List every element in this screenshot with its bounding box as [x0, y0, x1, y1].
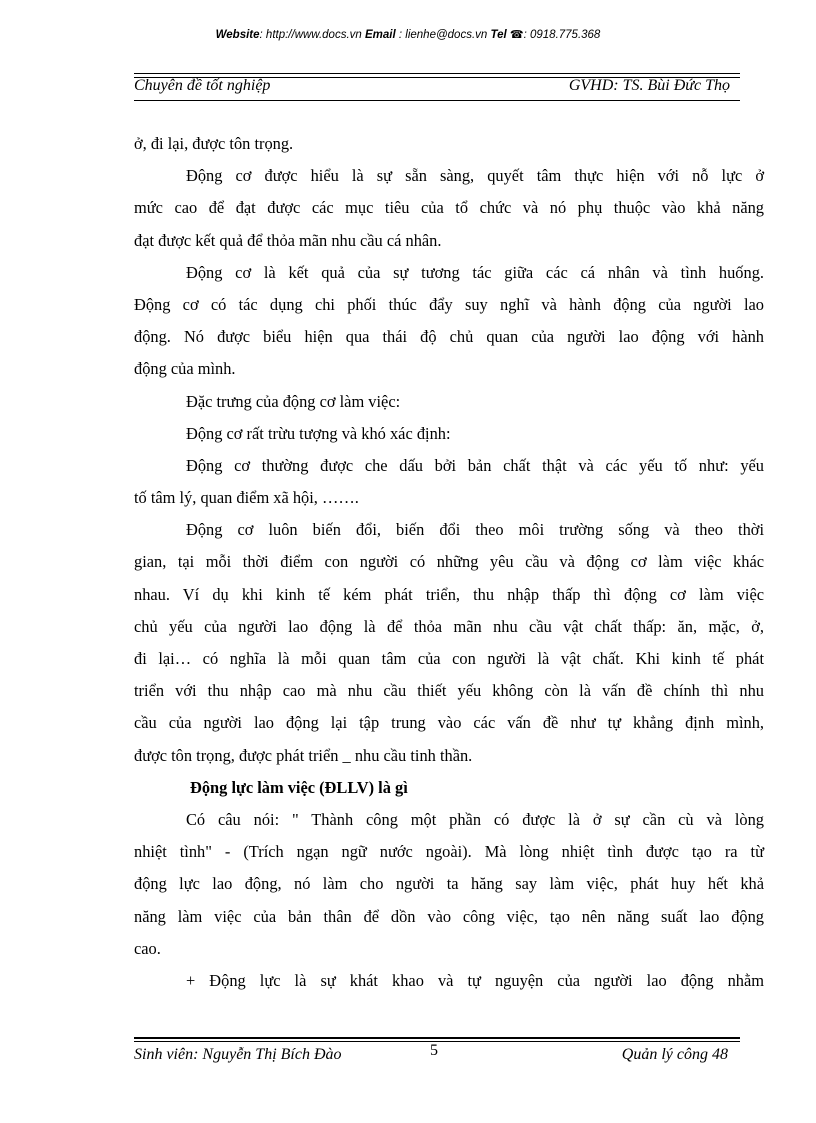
text-line: ở, đi lại, được tôn trọng.	[134, 134, 294, 153]
text-line: được tôn trọng, được phát triển _ nhu cầu tinh thần.	[134, 745, 473, 765]
text-line: đi lại… có nghĩa là mỗi quan tâm của con người là vật chất. Khi kinh tế phát	[134, 649, 764, 668]
text-line: đạt được kết quả để thỏa mãn nhu cầu cá nhân.	[134, 230, 442, 250]
running-footer	[134, 1042, 740, 1070]
text-line: + Động lực là sự khát khao và tự nguyện của người lao động nhằm	[186, 970, 764, 990]
text-line: động của mình.	[134, 359, 236, 379]
website-label: Website	[215, 29, 260, 41]
text-line: Động cơ có tác dụng chi phối thúc đẩy suy nghĩ và hành động của người lao	[134, 294, 764, 314]
email-value: : lienhe@docs.vn	[398, 29, 488, 41]
page-number: 5	[430, 1042, 438, 1059]
text-line: triển với thu nhập cao mà nhu cầu thiết yếu không còn là vấn đề chính thì nhu	[134, 681, 764, 701]
text-line: động lực lao động, nó làm cho người ta hăng say làm việc, phát huy hết khả	[134, 874, 764, 894]
text-line: Động cơ là kết quả của sự tương tác giữa các cá nhân và tình huống.	[186, 262, 764, 282]
text-line: mức cao để đạt được các mục tiêu của tổ chức và nó phụ thuộc vào khả năng	[134, 198, 764, 218]
section-heading: Động lực làm việc (ĐLLV) là gì	[190, 777, 408, 797]
header-supervisor: GVHD: TS. Bùi Đức Thọ	[568, 77, 730, 94]
text-line: Đặc trưng của động cơ làm việc:	[186, 391, 401, 411]
footer-student-name: Sinh viên: Nguyễn Thị Bích Đào	[134, 1046, 342, 1063]
running-header	[134, 77, 740, 101]
header-rule-bottom	[134, 100, 740, 101]
text-line: nhau. Ví dụ khi kinh tế kém phát triển, thu nhập thấp thì động cơ làm việc	[134, 584, 764, 604]
text-line: động. Nó được biểu hiện qua thái độ chủ quan của người lao động với hành	[134, 327, 764, 347]
header-rule-top	[134, 73, 740, 74]
text-line: gian, tại mỗi thời điểm con người có những yêu cầu và động cơ làm việc khác	[134, 552, 764, 572]
website-value: : http://www.docs.vn	[259, 29, 362, 41]
text-line: nhiệt tình" - (Trích ngạn ngữ nước ngoài). Mà lòng nhiệt tình được tạo ra từ	[134, 842, 764, 862]
website-contact-line	[0, 28, 816, 41]
text-line: chủ yếu của người lao động là để thỏa mãn nhu cầu vật chất thấp: ăn, mặc, ở,	[134, 616, 764, 636]
text-line: Động cơ rất trừu tượng và khó xác định:	[186, 423, 451, 443]
email-label: Email	[365, 29, 396, 41]
text-line: Động cơ được hiểu là sự sẵn sàng, quyết tâm thực hiện với nỗ lực ở	[186, 166, 764, 186]
text-line: cao.	[134, 938, 161, 958]
header-thesis-title: Chuyên đề tốt nghiệp	[134, 77, 271, 94]
footer-course: Quản lý công 48	[621, 1046, 728, 1063]
text-line: cầu của người lao động lại tập trung vào các vấn đề như tự khẳng định mình,	[134, 713, 764, 733]
phone-icon: ☎	[509, 29, 524, 41]
tel-label: Tel	[490, 29, 507, 41]
text-line: Có câu nói: " Thành công một phần có được là ở sự cần cù và lòng	[186, 809, 764, 829]
text-line: năng làm việc của bản thân để dồn vào công việc, tạo nên năng suất lao động	[134, 906, 764, 926]
text-line: Động cơ luôn biến đổi, biến đổi theo môi trường sống và theo thời	[186, 520, 764, 540]
text-line: tố tâm lý, quan điểm xã hội, …….	[134, 488, 359, 508]
tel-value: : 0918.775.368	[523, 29, 601, 41]
footer-rule-top	[134, 1037, 740, 1039]
text-line: Động cơ thường được che dấu bởi bản chất thật và các yếu tố như: yếu	[186, 455, 764, 475]
body-text	[134, 128, 764, 997]
